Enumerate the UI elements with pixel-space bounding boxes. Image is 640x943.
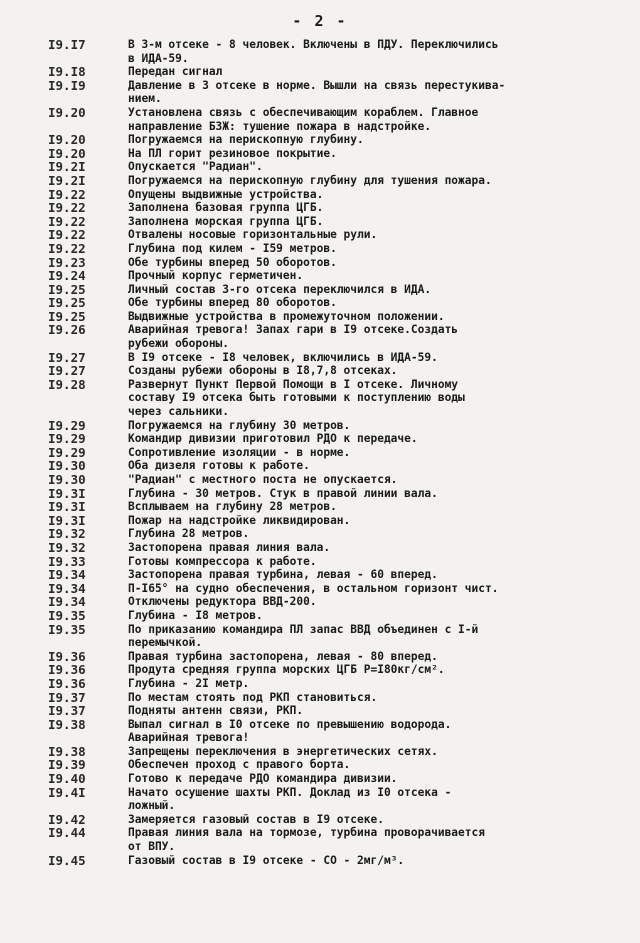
log-entry <box>48 256 608 270</box>
entry-text: Выдвижные устройства в промежуточном положении. <box>128 309 445 323</box>
entry-text: Установлена связь с обеспечивающим кораблем. Главное направление БЗЖ: тушение пожара в надстройке. <box>128 105 479 133</box>
entry-text: Застопорена правая турбина, левая - 60 вперед. <box>128 568 438 582</box>
log-entry <box>48 65 608 79</box>
entry-time: I9.3I <box>48 485 86 501</box>
log-entry <box>48 568 608 582</box>
entry-text: Глубина - I8 метров. <box>128 608 263 622</box>
entry-text: Погружаемся на перископную глубину для тушения пожара. <box>128 173 492 187</box>
entry-time: I9.25 <box>48 281 86 297</box>
entry-text: Аварийная тревога! Запах гари в I9 отсеке.Создать рубежи обороны. <box>128 323 459 351</box>
log-entry <box>48 691 608 705</box>
entry-time: I9.37 <box>48 689 86 705</box>
entry-text: Отвалены носовые горизонтальные рули. <box>128 228 378 242</box>
log-entry <box>48 38 608 65</box>
entry-time: I9.3I <box>48 512 86 528</box>
log-entry <box>48 487 608 501</box>
log-entry <box>48 514 608 528</box>
entry-time: I9.38 <box>48 743 86 759</box>
log-entry <box>48 826 608 853</box>
entry-text: По местам стоять под РКП становиться. <box>128 690 378 704</box>
entry-text: Заполнена морская группа ЦГБ. <box>128 214 324 228</box>
entry-text: В 3-м отсеке - 8 человек. Включены в ПДУ. Переключились в ИДА-59. <box>128 38 499 65</box>
entry-text: Глубина 28 метров. <box>128 527 250 541</box>
entry-time: I9.27 <box>48 349 86 365</box>
entry-text: Развернут Пункт Первой Помощи в I отсеке. Личному составу I9 отсека быть готовыми к поступлению воды через сальники. <box>128 377 465 419</box>
log-entry <box>48 500 608 514</box>
log-entry <box>48 704 608 718</box>
entry-time: I9.32 <box>48 526 86 542</box>
entry-text: Всплываем на глубину 28 метров. <box>128 500 337 514</box>
log-entry <box>48 595 608 609</box>
log-entry <box>48 854 608 868</box>
log-entry <box>48 555 608 569</box>
log-entry <box>48 106 608 133</box>
entry-time: I9.45 <box>48 852 86 868</box>
log-entry <box>48 745 608 759</box>
entry-time: I9.I7 <box>48 37 86 52</box>
entry-time: I9.29 <box>48 444 86 460</box>
entry-text: Глубина под килем - I59 метров. <box>128 241 337 255</box>
log-entry <box>48 582 608 596</box>
entry-time: I9.40 <box>48 771 86 787</box>
entry-time: I9.27 <box>48 363 86 379</box>
entry-time: I9.I9 <box>48 77 86 93</box>
entry-time: I9.26 <box>48 322 86 338</box>
entry-time: I9.2I <box>48 159 86 175</box>
entry-text: Заполнена базовая группа ЦГБ. <box>128 201 324 215</box>
entry-time: I9.29 <box>48 417 86 433</box>
entry-time: I9.22 <box>48 227 86 243</box>
entry-text: Опускается "Радиан". <box>128 160 263 174</box>
entry-text: Передан сигнал <box>128 65 223 79</box>
entry-text: Застопорена правая линия вала. <box>128 540 331 554</box>
entry-text: Пожар на надстройке ликвидирован. <box>128 513 351 527</box>
entry-text: Правая линия вала на тормозе, турбина проворачивается от ВПУ. <box>128 826 485 854</box>
entry-text: Выпал сигнал в I0 отсеке по превышению водорода. Аварийная тревога! <box>128 717 452 745</box>
entry-time: I9.36 <box>48 648 86 664</box>
entry-text: По приказанию командира ПЛ запас ВВД объединен с I-й перемычкой. <box>128 622 479 650</box>
entry-text: Начато осушение шахты РКП. Доклад из I0 отсека - ложный. <box>128 785 452 813</box>
entry-text: П-I65° на судно обеспечения, в остальном горизонт чист. <box>128 581 499 595</box>
log-entry <box>48 378 608 419</box>
log-entry <box>48 623 608 650</box>
log-entry <box>48 473 608 487</box>
entry-text: В I9 отсеке - I8 человек, включились в ИДА-59. <box>128 350 438 364</box>
entry-text: Замеряется газовый состав в I9 отсеке. <box>128 812 384 826</box>
entry-text: Обе турбины вперед 50 оборотов. <box>128 255 337 269</box>
log-entry <box>48 188 608 202</box>
log-entry <box>48 215 608 229</box>
entry-text: Готовы компрессора к работе. <box>128 554 317 568</box>
entry-text: Погружаемся на глубину 30 метров. <box>128 418 351 432</box>
entry-time: I9.35 <box>48 621 86 637</box>
entry-time: I9.I8 <box>48 64 86 80</box>
entry-text: Правая турбина застопорена, левая - 80 вперед. <box>128 649 438 663</box>
entry-text: Личный состав 3-го отсека переключился в ИДА. <box>128 282 432 296</box>
entry-time: I9.34 <box>48 594 86 610</box>
log-entry <box>48 541 608 555</box>
entry-time: I9.20 <box>48 145 86 161</box>
log-entry <box>48 133 608 147</box>
log-entry <box>48 813 608 827</box>
log-entry <box>48 419 608 433</box>
log-entry <box>48 432 608 446</box>
entry-time: I9.4I <box>48 784 86 800</box>
log-entry <box>48 323 608 350</box>
entry-time: I9.3I <box>48 499 86 515</box>
entry-text: Газовый состав в I9 отсеке - СО - 2мг/м³. <box>128 853 405 867</box>
entry-time: I9.22 <box>48 186 86 202</box>
log-entry <box>48 79 608 106</box>
log-entry <box>48 758 608 772</box>
entry-text: Оба дизеля готовы к работе. <box>128 459 310 473</box>
entry-time: I9.36 <box>48 675 86 691</box>
entry-time: I9.20 <box>48 104 86 120</box>
entry-time: I9.38 <box>48 716 86 732</box>
log-entry <box>48 459 608 473</box>
entry-text: Подняты антенн связи, РКП. <box>128 704 304 718</box>
entry-text: Отключены редуктора ВВД-200. <box>128 595 317 609</box>
entry-time: I9.32 <box>48 539 86 555</box>
entry-time: I9.25 <box>48 295 86 311</box>
log-entry <box>48 174 608 188</box>
log-entry <box>48 269 608 283</box>
entry-time: I9.24 <box>48 268 86 284</box>
log-entry <box>48 609 608 623</box>
entry-time: I9.39 <box>48 757 86 773</box>
log-entry <box>48 296 608 310</box>
entry-text: На ПЛ горит резиновое покрытие. <box>128 146 337 160</box>
log-entry <box>48 663 608 677</box>
entry-text: Обе турбины вперед 80 оборотов. <box>128 296 337 310</box>
entry-time: I9.20 <box>48 132 86 148</box>
log-entry <box>48 201 608 215</box>
entry-time: I9.30 <box>48 458 86 474</box>
entry-text: Глубина - 2I метр. <box>128 676 250 690</box>
log-entry <box>48 147 608 161</box>
entry-time: I9.30 <box>48 472 86 487</box>
log-entry <box>48 446 608 460</box>
entry-text: Погружаемся на перископную глубину. <box>128 133 364 147</box>
entry-time: I9.25 <box>48 308 86 324</box>
entry-time: I9.33 <box>48 553 86 569</box>
entry-text: "Радиан" с местного поста не опускается. <box>128 473 398 486</box>
entry-text: Давление в 3 отсеке в норме. Вышли на связь перестукива- нием. <box>128 78 506 106</box>
entry-time: I9.36 <box>48 662 86 678</box>
entry-time: I9.22 <box>48 240 86 256</box>
log-entry <box>48 351 608 365</box>
entry-text: Готово к передаче РДО командира дивизии. <box>128 772 398 786</box>
entry-text: Глубина - 30 метров. Стук в правой линии вала. <box>128 486 438 500</box>
entry-time: I9.22 <box>48 200 86 216</box>
entry-text: Командир дивизии приготовил РДО к передаче. <box>128 432 418 446</box>
entry-text: Продута средняя группа морских ЦГБ Р=I80кг/см². <box>128 663 445 677</box>
entry-text: Созданы рубежи обороны в I8,7,8 отсеках. <box>128 364 398 378</box>
entry-time: I9.28 <box>48 376 86 392</box>
log-entry <box>48 677 608 691</box>
entry-time: I9.42 <box>48 811 86 827</box>
entry-time: I9.23 <box>48 254 86 270</box>
log-entry <box>48 160 608 174</box>
entry-time: I9.34 <box>48 580 86 596</box>
entry-time: I9.44 <box>48 825 86 841</box>
entry-time: I9.37 <box>48 703 86 719</box>
log-entry <box>48 718 608 745</box>
log-entry <box>48 772 608 786</box>
event-log <box>48 38 608 867</box>
entry-time: I9.34 <box>48 567 86 583</box>
entry-time: I9.29 <box>48 431 86 447</box>
page-number: - 2 - <box>292 12 348 30</box>
log-entry <box>48 283 608 297</box>
entry-text: Прочный корпус герметичен. <box>128 269 304 283</box>
log-entry <box>48 364 608 378</box>
entry-text: Сопротивление изоляции - в норме. <box>128 445 351 459</box>
log-entry <box>48 786 608 813</box>
log-entry <box>48 650 608 664</box>
log-entry <box>48 310 608 324</box>
entry-time: I9.2I <box>48 172 86 188</box>
entry-time: I9.35 <box>48 607 86 623</box>
entry-text: Опущены выдвижные устройства. <box>128 187 324 201</box>
log-entry <box>48 242 608 256</box>
entry-text: Запрещены переключения в энергетических сетях. <box>128 744 438 758</box>
entry-time: I9.22 <box>48 213 86 229</box>
log-entry <box>48 228 608 242</box>
entry-text: Обеспечен проход с правого борта. <box>128 758 351 772</box>
log-entry <box>48 527 608 541</box>
